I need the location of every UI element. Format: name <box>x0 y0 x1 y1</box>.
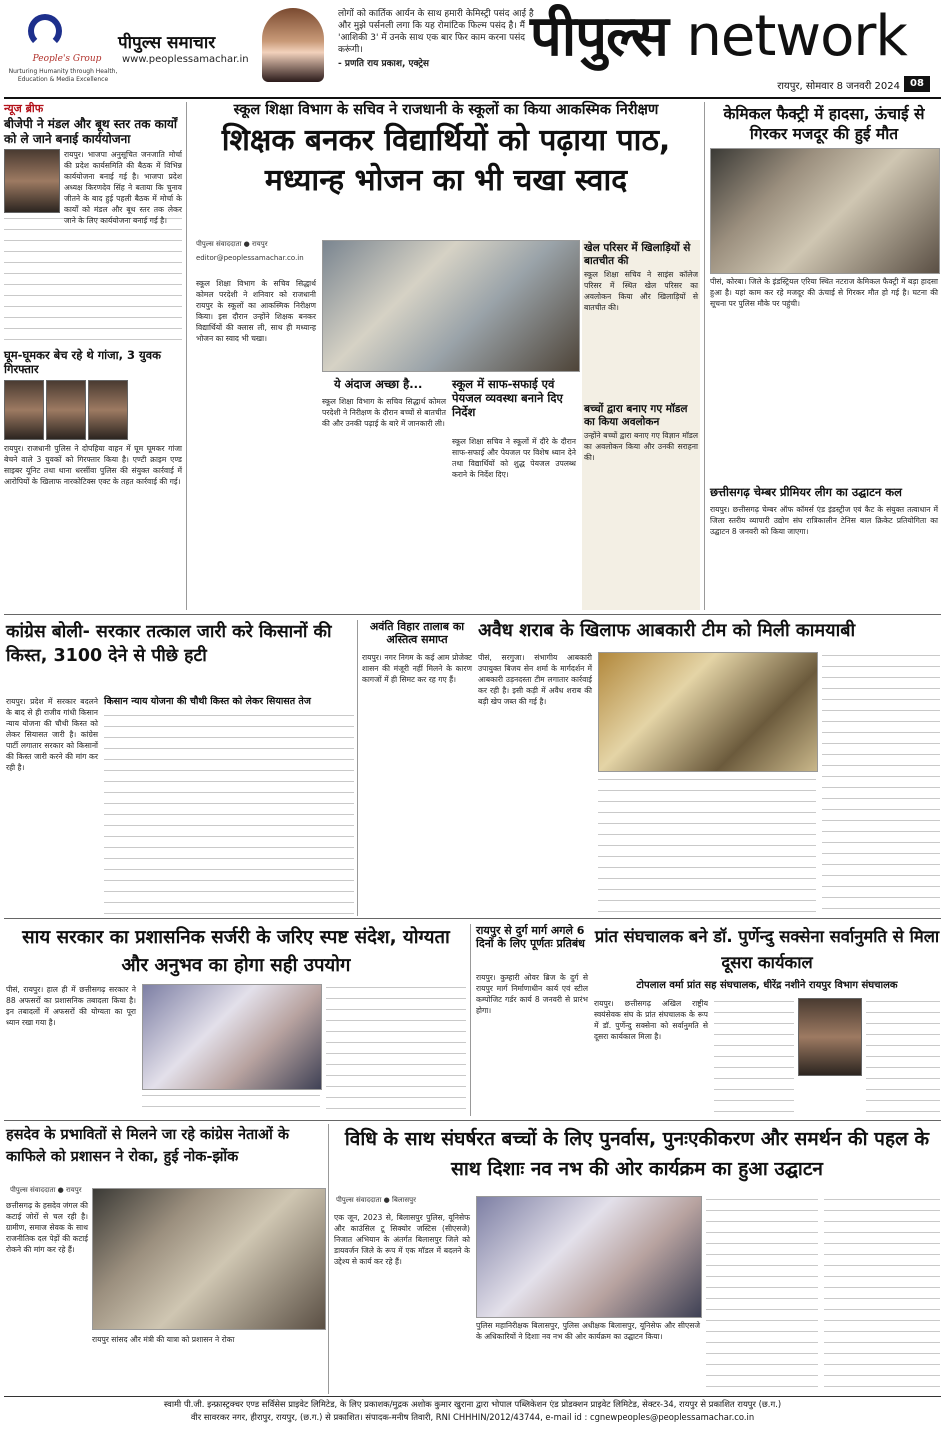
rss-body-col3 <box>866 998 940 1116</box>
group-name: People's Group <box>32 54 102 64</box>
sidebar-head2: बच्चों द्वारा बनाए गए मॉडल का किया अवलोकन <box>584 403 688 428</box>
seized-liquor-photo <box>598 652 818 772</box>
classroom-photo <box>322 240 580 372</box>
column-divider <box>186 102 187 610</box>
page-number: 08 <box>904 76 930 92</box>
rss-body-continued <box>714 998 794 1116</box>
photo-caption: ये अंदाज अच्छा है... <box>334 377 423 391</box>
section-label: न्यूज ब्रीफ <box>4 102 44 115</box>
imprint-footer <box>0 1398 945 1445</box>
rss-headline: प्रांत संघचालक बने डॉ. पुर्णेन्दु सक्सेना सर्वानुमति से मिला दूसरा कार्यकाल <box>594 927 940 972</box>
brand-title <box>530 4 920 70</box>
lead-subhead2: स्कूल में साफ-सफाई एवं पेयजल व्यवस्था बनाने दिए निर्देश <box>452 377 563 419</box>
nav-nabh-headline: विधि के साथ संघर्षरत बच्चों के लिए पुनर्वास, पुनःएकीकरण और समर्थन की पहल के साथ दिशाः नव नभ की ओर कार्यक्रम का हुआ उद्घाटन <box>344 1128 930 1180</box>
hasdeo-convoy-photo <box>92 1188 326 1330</box>
durg-road-body: रायपुर। कुम्हारी ओवर ब्रिज के दुर्ग से रायपुर मार्ग निर्माणाधीन कार्य एवं स्टील कम्पोजिट गर्डर कार्य 8 जनवरी से प्रारंभ होगा। <box>476 973 588 1015</box>
masthead-rule <box>4 97 941 99</box>
hasdeo-body: छत्तीसगढ़ के हसदेव जंगल की कटाई जोरों से चल रही है। ग्रामीण, समाज सेवक के साथ राजनीतिक दल पेड़ों की कटाई रोकने की मांग कर रहे हैं। <box>6 1201 88 1254</box>
chamber-league-body: रायपुर। छत्तीसगढ़ चेम्बर ऑफ कॉमर्स एंड इंडस्ट्रीज एवं कैट के संयुक्त तत्वाधान में जिला स्तरीय व्यापारी उद्योग संघ रात्रिकालीन टेनिस बाल क्रिकेट प्रतियोगिता का उद्घाटन 8 जनवरी को किया जाएगा। <box>710 505 938 536</box>
column-divider <box>357 620 358 916</box>
surgery-body-continued <box>326 984 466 1116</box>
imprint-line1: स्वामी पी.जी. इन्फ्रास्ट्रक्चर एण्ड सर्विसेस प्राइवेट लिमिटेड, के लिए प्रकाशक/मुद्रक अशोक कुमार खुराना द्वारा भोपाल पब्लिकेशन एंड प्रोडक्शन प्राइवेट लिमिटेड, सेक्टर-34, रायपुर से प्रकाशित रायपुर (छ.ग.) <box>163 1399 782 1409</box>
factory-accident-photo <box>710 148 940 274</box>
farmers-body-continued <box>104 712 354 914</box>
dateline: रायपुर, सोमवार 8 जनवरी 2024 <box>777 81 900 92</box>
masthead <box>0 0 945 100</box>
factory-headline: केमिकल फैक्ट्री में हादसा, ऊंचाई से गिरकर मजदूर की हुई मौत <box>723 105 925 143</box>
surgery-body: पीसं, रायपुर। हाल ही में छत्तीसगढ़ सरकार ने 88 अफसरों का प्रशासनिक तबादला किया है। इन तबादलों में अफसरों की योग्यता का पूरा ध्यान रखा गया है। <box>6 985 136 1027</box>
sidebar-body2: उन्होंने बच्चों द्वारा बनाए गए विज्ञान मॉडल का अवलोकन किया और उनकी सराहना की। <box>584 431 698 463</box>
lead-byline: पीपुल्स संवाददाता ● रायपुर <box>196 240 268 248</box>
row-rule <box>4 1120 941 1121</box>
farmers-subhead: किसान न्याय योजना की चौथी किस्त को लेकर सियासत तेज <box>104 696 311 707</box>
imprint-line2: वीर सावरकर नगर, हीरापुर, रायपुर, (छ.ग.) से प्रकाशित। संपादक-मनीष तिवारी, RNI CHHHIN/2012/43744, e-mail id : cgnewpeoples@peoplessamachar.co.in <box>190 1412 755 1422</box>
lead-headline: शिक्षक बनकर विद्यार्थियों को पढ़ाया पाठ, मध्यान्ह भोजन का भी चखा स्वाद <box>221 123 671 199</box>
quote-box <box>338 8 538 70</box>
lead-email[interactable]: editor@peoplessamachar.co.in <box>196 254 304 262</box>
lead-kicker: स्कूल शिक्षा विभाग के सचिव ने राजधानी के स्कूलों का किया आकस्मिक निरीक्षण <box>233 102 659 118</box>
brief1-body-top: रायपुर। भाजपा अनुसूचित जनजाति मोर्चा की प्रदेश कार्यसमिति की बैठक में विभिन्न कार्ययोजना बनाई गई है। भाजपा प्रदेश अध्यक्ष किरणदेव सिंह ने बताया कि चुनाव जीतने के बाद हुई पहली बैठक में मोर्चा के कार्यों को मंडल और बूथ स्तर तक लेकर जाने के लिए कार्ययोजना बनाई गई है। <box>64 149 182 225</box>
brand-hindi: पीपुल्स <box>530 4 668 69</box>
actress-photo <box>262 8 324 82</box>
farmers-body: रायपुर। प्रदेश में सरकार बदलने के बाद से ही राजीव गांधी किसान न्याय योजना की चौथी किस्त को लेकर सियासत जारी है। कांग्रेस पार्टी लगातार सरकार को किसानों की किस्त जारी करने की मांग कर रही है। <box>6 697 98 772</box>
farmers-headline: कांग्रेस बोली- सरकार तत्काल जारी करे किसानों की किस्त, 3100 देने से पीछे हटी <box>6 622 332 666</box>
column-divider <box>704 102 705 610</box>
rss-subhead: टोपलाल वर्मा प्रांत सह संघचालक, धीरेंद्र नशीने रायपुर विभाग संघचालक <box>636 980 898 991</box>
row-rule <box>4 918 941 919</box>
paper-name: पीपुल्स समाचार <box>118 33 216 53</box>
lead-col1: स्कूल शिक्षा विभाग के सचिव सिद्धार्थ कोमल परदेशी ने शनिवार को राजधानी रायपुर के स्कूलों का आकस्मिक निरीक्षण किया। इस दौरान उन्होंने शिक्षक बनकर विद्यार्थियों की क्लास ली, साथ ही मध्यान्ह भोजन का स्वाद भी चखा। <box>196 279 316 343</box>
lead-col3: स्कूल शिक्षा सचिव ने स्कूलों में दौरे के दौरान साफ-सफाई और पेयजल पर विशेष ध्यान देने तथा विद्यार्थियों को शुद्ध पेयजल उपलब्ध कराने के निर्देश दिए। <box>452 437 576 479</box>
lead-sidebar <box>582 240 700 610</box>
peoples-group-logo <box>28 14 62 48</box>
accused1-photo <box>4 380 44 440</box>
durg-road-headline: रायपुर से दुर्ग मार्ग अगले 6 दिनों के लिए पूर्णतः प्रतिबंध <box>476 924 585 951</box>
avanti-vihar-headline: अवंति विहार तालाब का अस्तित्व समाप्त <box>369 620 465 647</box>
paper-url[interactable]: www.peoplessamachar.in <box>122 54 249 65</box>
hasdeo-caption: रायपुर सांसद और मंत्री की यात्रा को प्रशासन ने रोका <box>92 1335 235 1344</box>
quote-author: - प्रणति राय प्रकाश, एक्ट्रेस <box>338 59 429 69</box>
group-tagline: Nurturing Humanity through Health, Education & Media Excellence <box>8 68 118 83</box>
surgery-body-mid <box>142 1092 320 1116</box>
cm-meeting-photo <box>142 984 322 1090</box>
brief2-headline: घूम-घूमकर बेच रहे थे गांजा, 3 युवक गिरफ्तार <box>4 347 161 376</box>
accused2-photo <box>46 380 86 440</box>
nav-nabh-col4 <box>824 1196 940 1392</box>
nav-nabh-launch-photo <box>476 1196 702 1318</box>
sidebar-body1: स्कूल शिक्षा सचिव ने साइंस कॉलेज परिसर में स्थित खेल परिसर का अवलोकन किया और खिलाड़ियों से बातचीत की। <box>584 270 698 313</box>
column-divider <box>470 924 471 1116</box>
quote-text: लोगों को कार्तिक आर्यन के साथ हमारी केमिस्ट्री पसंद आई है और मुझे पर्सनली लगा कि यह रोमांटिक फिल्म पसंद है। मैं 'आशिकी 3' में उनके साथ एक बार फिर काम करना पसंद करूंगी। <box>338 9 534 55</box>
lead-col2: स्कूल शिक्षा विभाग के सचिव सिद्धार्थ कोमल परदेशी ने निरीक्षण के दौरान बच्चों से बातचीत की और उनकी पढ़ाई के बारे में जानकारी ली। <box>322 397 446 428</box>
hasdeo-byline: पीपुल्स संवाददाता ● रायपुर <box>10 1186 82 1194</box>
hasdeo-headline: हसदेव के प्रभावितों से मिलने जा रहे कांग्रेस नेताओं के काफिले को प्रशासन ने रोका, हुई नोक-झोंक <box>6 1127 290 1165</box>
news-brief-column <box>4 102 182 612</box>
dr-saxena-photo <box>798 998 862 1076</box>
chamber-league-headline: छत्तीसगढ़ चेम्बर प्रीमियर लीग का उद्घाटन कल <box>710 485 902 499</box>
avanti-vihar-body: रायपुर। नगर निगम के कई आम प्रोजेक्ट शासन की मंजूरी नहीं मिलने के कारण कागजों में ही सिमट कर रह गए हैं। <box>362 653 472 684</box>
surgery-headline: साय सरकार का प्रशासनिक सर्जरी के जरिए स्पष्ट संदेश, योग्यता और अनुभव का होगा सही उपयोग <box>22 927 450 976</box>
brand-english: network <box>686 4 907 69</box>
sidebar-head1: खेल परिसर में खिलाड़ियों से बातचीत की <box>584 242 691 267</box>
rss-body: रायपुर। छत्तीसगढ़ अखिल राष्ट्रीय स्वयंसेवक संघ के प्रांत संघचालक के रूप में डॉ. पुर्णेन्दु सक्सेना को सर्वानुमति से दूसरा कार्यकाल मिला है। <box>594 999 708 1041</box>
brief1-headline: बीजेपी ने मंडल और बूथ स्तर तक कार्यों को ले जाने बनाई कार्ययोजना <box>4 117 177 146</box>
brief1-body-continued <box>4 215 182 345</box>
footer-rule <box>4 1396 941 1397</box>
liquor-body: पीसं, सरगुजा। संभागीय आबकारी उपायुक्त बिजय सेन शर्मा के मार्गदर्शन में आबकारी उड़नदस्ता टीम लगातार कार्रवाई कर रही है। इसी कड़ी में अवैध शराब की बड़ी खेप जब्त की गई है। <box>478 653 592 706</box>
nav-nabh-caption: पुलिस महानिरीक्षक बिलासपुर, पुलिस अधीक्षक बिलासपुर, यूनिसेफ और सीएसजे के अधिकारियों ने दिशाः नव नभ की ओर कार्यक्रम का उद्घाटन किया। <box>476 1321 700 1341</box>
nav-nabh-body: एक जून, 2023 से, बिलासपुर पुलिस, यूनिसेफ और काउंसिल टू सिक्योर जस्टिस (सीएसजे) निजात अभियान के अंतर्गत बिलासपुर जिले को डायवर्जन जिले के रूप में एक मॉडल में बदलने के उद्देश्य से कार्य कर रहे हैं। <box>334 1213 470 1266</box>
liquor-headline: अवैध शराब के खिलाफ आबकारी टीम को मिली कामयाबी <box>478 620 856 641</box>
liquor-body-col3 <box>822 652 940 914</box>
brief2-body: रायपुर। राजधानी पुलिस ने दोपहिया वाहन में घूम घूमकर गांजा बेचने वाले 3 युवकों को गिरफ्तार किया है। एण्टी क्राइम एण्ड साइबर यूनिट तथा थाना धरसींवा पुलिस की संयुक्त कार्रवाई में आरोपियों के खिलाफ नारकोटिक्स एक्ट के तहत कार्रवाई की गई। <box>4 443 182 486</box>
nav-nabh-col3 <box>706 1196 818 1392</box>
column-divider <box>328 1124 329 1394</box>
kiran-dev-photo <box>4 149 60 213</box>
factory-body: पीसं, कोरबा। जिले के इंडस्ट्रियल एरिया स्थित नटराज केमिकल फैक्ट्री में बड़ा हादसा हुआ है। यहां काम कर रहे मजदूर की ऊंचाई से गिरकर मौत हो गई है। घटना की सूचना पर पुलिस मौके पर पहुंची। <box>710 277 938 308</box>
row-rule <box>4 614 941 615</box>
nav-nabh-byline: पीपुल्स संवाददाता ● बिलासपुर <box>336 1196 416 1204</box>
liquor-body-continued <box>598 776 816 914</box>
accused3-photo <box>88 380 128 440</box>
